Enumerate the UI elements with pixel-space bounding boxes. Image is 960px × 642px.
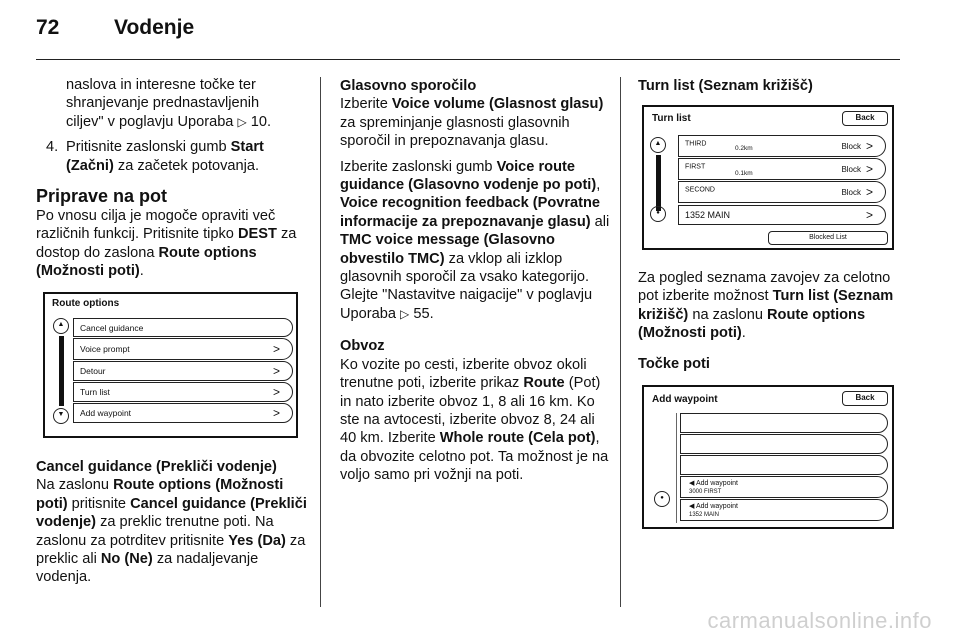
intro-paragraph: Po vnosu cilja je mogoče opraviti več različnih funkcij. Pritisnite tipko DEST za dostop do zaslona Route options (Možnosti poti). [36, 208, 297, 280]
turn-row-first[interactable]: FIRST 0.1km Block > [678, 158, 886, 180]
menu-item-cancel-guidance[interactable]: Cancel guidance [73, 318, 293, 337]
detour-paragraph: Ko vozite po cesti, izberite obvoz okoli trenutne poti, izberite prikaz Route (Pot) in nato izberite obvoz 1, 8 ali 16 km. Ko ste na avtocesti, izberite obvoz 8, 24 ali 40 km. Izberite Whole route (Cela pot), da obvozite celotno pot. Ta možnost je na voljo samo pri vožnji na poti. [340, 356, 609, 484]
column-1-lower [36, 458, 308, 594]
page-header [36, 16, 194, 40]
list-item-step-4: 4. Pritisnite zaslonski gumb Start (Začni) za začetek potovanja. [46, 139, 264, 174]
triangle-right-icon: ▷ [400, 306, 410, 321]
column-3-text [638, 269, 900, 373]
watermark: carmanualsonline.info [707, 608, 932, 633]
detour-heading: Obvoz [340, 338, 385, 355]
voice-prompt-heading: Glasovno sporočilo [340, 78, 477, 94]
turn-list-paragraph: Za pogled seznama zavojev za celotno pot izberite možnost Turn list (Seznam križišč) na zaslonu Route options (Možnosti poti). [638, 270, 894, 342]
cancel-guidance-paragraph: Na zaslonu Route options (Možnosti poti) pritisnite Cancel guidance (Prekliči vodenje) za preklic trenutne poti. Na zaslonu za potrditev pritisnite Yes (Da) za preklic ali No (Ne) za nadaljevanje vodenja. [36, 477, 307, 586]
chevron-right-icon: > [865, 139, 873, 153]
chevron-right-icon: > [865, 185, 873, 199]
back-button[interactable]: Back [842, 111, 888, 126]
chevron-right-icon: > [272, 385, 280, 399]
screen-title: Add waypoint [652, 394, 718, 405]
turn-row-current[interactable]: 1352 MAIN > [678, 205, 886, 225]
column-3 [638, 77, 900, 95]
voice-options-paragraph: Izberite zaslonski gumb Voice route guidance (Glasovno vodenje po poti), Voice recognition feedback (Povratne informacije za prepoznavanje glasu) ali TMC voice message (Glasovno obvestilo TMC) za vklop ali izklop glasovnih sporočil za vsako kategorijo. Glejte "Nastavitve naigacije" v poglavju Uporaba ▷ 55. [340, 158, 610, 322]
up-arrow-icon: ▲ [53, 318, 69, 334]
pointer-left-icon: ◀ [689, 503, 695, 510]
screen-title: Turn list [652, 113, 691, 124]
chevron-right-icon: > [865, 208, 873, 222]
waypoint-empty-row-2[interactable] [680, 434, 888, 454]
waypoint-row-first[interactable]: ◀ Add waypoint 3000 FIRST [680, 476, 888, 498]
current-location-icon: ● [650, 206, 666, 222]
route-options-screen [43, 292, 298, 438]
blocked-list-button[interactable]: Blocked List [768, 231, 888, 245]
turn-row-third[interactable]: THIRD 0.2km Block > [678, 135, 886, 157]
back-button[interactable]: Back [842, 391, 888, 406]
guide-line [676, 413, 677, 523]
chevron-right-icon: > [272, 406, 280, 420]
turn-row-second[interactable]: SECOND Block > [678, 181, 886, 203]
section-heading-route-prep: Priprave na pot [36, 186, 168, 207]
menu-item-turn-list[interactable]: Turn list > [73, 382, 293, 402]
current-location-icon: ● [654, 491, 670, 507]
voice-volume-paragraph: Izberite Voice volume (Glasnost glasu) za spreminjanje glasnosti glasovnih sporočil in prepoznavanja glasu. [340, 96, 604, 150]
page-number: 72 [36, 16, 60, 39]
chevron-right-icon: > [272, 342, 280, 356]
cancel-guidance-heading: Cancel guidance (Prekliči vodenje) [36, 459, 277, 475]
screen-title: Route options [52, 298, 120, 309]
waypoint-empty-row-3[interactable] [680, 455, 888, 475]
pointer-left-icon: ◀ [689, 480, 695, 487]
chevron-right-icon: > [272, 364, 280, 378]
header-divider [36, 59, 900, 60]
add-waypoint-screen [642, 385, 894, 529]
menu-item-add-waypoint[interactable]: Add waypoint > [73, 403, 293, 423]
column-divider-1 [320, 77, 321, 607]
turn-list-heading: Turn list (Seznam križišč) [638, 78, 813, 94]
continued-list-text: naslova in interesne točke ter shranjevanje prednastavljenih ciljev" v poglavju Uporaba ▷ 10. [66, 77, 272, 130]
column-1 [36, 76, 306, 288]
column-divider-2 [620, 77, 621, 607]
scrollbar[interactable] [59, 336, 64, 406]
menu-item-detour[interactable]: Detour > [73, 361, 293, 381]
scrollbar[interactable] [656, 155, 661, 211]
column-2 [340, 77, 610, 492]
waypoint-row-main[interactable]: ◀ Add waypoint 1352 MAIN [680, 499, 888, 521]
page-title: Vodenje [114, 16, 195, 39]
waypoint-empty-row-1[interactable] [680, 413, 888, 433]
triangle-right-icon: ▷ [237, 114, 247, 129]
menu-item-voice-prompt[interactable]: Voice prompt > [73, 338, 293, 360]
down-arrow-icon: ▼ [53, 408, 69, 424]
up-arrow-icon: ▲ [650, 137, 666, 153]
turn-list-screen [642, 105, 894, 250]
chevron-right-icon: > [865, 162, 873, 176]
waypoints-heading: Točke poti [638, 355, 710, 372]
